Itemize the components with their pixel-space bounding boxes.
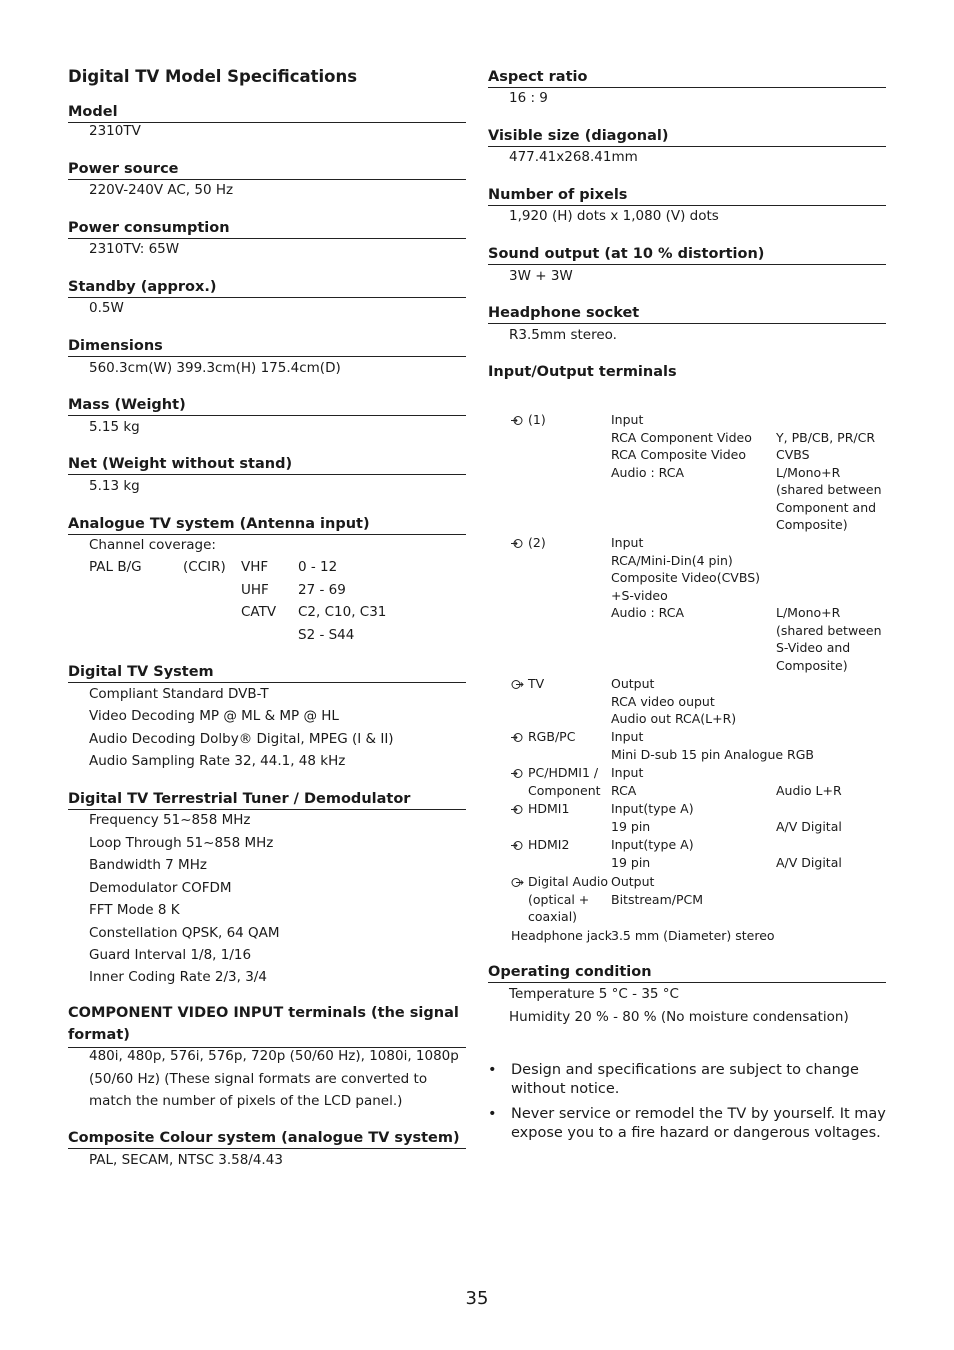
io-description: Bitstream/PCM xyxy=(611,891,704,907)
io-label: Headphone jack xyxy=(511,928,613,943)
input-terminal-icon xyxy=(511,415,524,429)
io-label: (1) xyxy=(528,412,546,427)
input-terminal-icon xyxy=(511,732,524,746)
bullet: • xyxy=(488,1062,497,1078)
io-label: HDMI2 xyxy=(528,837,570,852)
net-weight-value: 5.13 kg xyxy=(89,478,140,494)
dimensions-heading: Dimensions xyxy=(68,338,466,357)
io-label: PC/HDMI1 / xyxy=(528,765,599,780)
tuner-line: Bandwidth 7 MHz xyxy=(89,857,207,873)
io-detail: A/V Digital xyxy=(776,818,842,834)
io-heading: Input/Output terminals xyxy=(488,364,677,380)
power-consumption-heading: Power consumption xyxy=(68,220,466,239)
io-label: Component xyxy=(528,782,601,798)
io-description: Mini D-sub 15 pin Analogue RGB xyxy=(611,746,815,762)
tuner-line: Constellation QPSK, 64 QAM xyxy=(89,925,280,941)
pixels-heading: Number of pixels xyxy=(488,187,886,206)
io-description: RCA Component Video xyxy=(611,429,752,445)
io-description: RCA/Mini-Din(4 pin) xyxy=(611,552,733,568)
io-description: Input(type A) xyxy=(611,801,694,816)
io-detail: Component and xyxy=(776,499,877,515)
visible-size-heading: Visible size (diagonal) xyxy=(488,128,886,147)
io-description: RCA video ouput xyxy=(611,693,715,709)
io-detail: S-Video and xyxy=(776,640,851,655)
bullet: • xyxy=(488,1106,497,1122)
digital-line: Video Decoding MP @ ML & MP @ HL xyxy=(89,708,339,724)
io-detail: Composite) xyxy=(776,517,848,532)
io-description: 3.5 mm (Diameter) stereo xyxy=(611,928,775,943)
visible-size-value: 477.41x268.41mm xyxy=(509,149,638,165)
aspect-value: 16 : 9 xyxy=(509,90,548,106)
input-terminal-icon xyxy=(511,840,524,854)
power-consumption-value: 2310TV: 65W xyxy=(89,241,180,257)
io-description: 19 pin xyxy=(611,854,651,870)
io-description: Audio : RCA xyxy=(611,605,685,620)
analogue-ccir: (CCIR) xyxy=(183,559,226,575)
tuner-line: Demodulator COFDM xyxy=(89,880,232,896)
power-source-value: 220V-240V AC, 50 Hz xyxy=(89,182,234,198)
io-description: +S-video xyxy=(611,587,668,603)
net-weight-heading: Net (Weight without stand) xyxy=(68,456,466,475)
dimensions-value: 560.3cm(W) 399.3cm(H) 175.4cm(D) xyxy=(89,360,341,376)
note-text: Design and specifications are subject to change without notice. xyxy=(511,1062,859,1097)
operating-line: Temperature 5 °C - 35 °C xyxy=(509,986,679,1002)
operating-line: Humidity 20 % - 80 % (No moisture condensation) xyxy=(509,1009,849,1025)
io-description: Input xyxy=(611,535,644,550)
page-title: Digital TV Model Specifications xyxy=(68,67,358,86)
io-label: (optical + xyxy=(528,891,590,907)
io-description: Input xyxy=(611,729,644,744)
model-value: 2310TV xyxy=(89,123,141,139)
io-detail: (shared between xyxy=(776,482,882,497)
band-label: CATV xyxy=(241,604,277,620)
tuner-line: Inner Coding Rate 2/3, 3/4 xyxy=(89,969,267,985)
output-terminal-icon xyxy=(511,877,524,891)
io-label: coaxial) xyxy=(528,909,578,924)
io-description: Audio out RCA(L+R) xyxy=(611,711,737,726)
mass-heading: Mass (Weight) xyxy=(68,397,466,416)
io-description: Audio : RCA xyxy=(611,464,685,480)
io-description: Composite Video(CVBS) xyxy=(611,570,761,585)
operating-heading: Operating condition xyxy=(488,964,886,983)
headphone-heading: Headphone socket xyxy=(488,305,886,324)
note-item xyxy=(488,1061,886,1101)
io-description: 19 pin xyxy=(611,818,651,834)
tuner-line: Guard Interval 1/8, 1/16 xyxy=(89,947,252,963)
io-description: Output xyxy=(611,874,655,889)
io-description: Input xyxy=(611,765,644,780)
io-detail: L/Mono+R xyxy=(776,605,841,620)
note-item xyxy=(488,1105,886,1145)
io-label: (2) xyxy=(528,535,546,550)
digital-system-heading: Digital TV System xyxy=(68,664,466,683)
io-label: RGB/PC xyxy=(528,729,576,744)
io-description: Input(type A) xyxy=(611,837,694,852)
composite-heading: Composite Colour system (analogue TV system) xyxy=(68,1130,466,1149)
model-heading: Model xyxy=(68,104,466,123)
io-detail: A/V Digital xyxy=(776,854,842,870)
digital-line: Compliant Standard DVB-T xyxy=(89,686,269,702)
band-label: UHF xyxy=(241,582,269,598)
note-text: Never service or remodel the TV by yourself. It may expose you to a fire hazard or dangerous voltages. xyxy=(511,1106,886,1141)
io-detail: CVBS xyxy=(776,447,810,462)
digital-line: Audio Sampling Rate 32, 44.1, 48 kHz xyxy=(89,753,346,769)
io-description: RCA Composite Video xyxy=(611,447,747,462)
pixels-value: 1,920 (H) dots x 1,080 (V) dots xyxy=(509,208,719,224)
component-heading-bold: COMPONENT VIDEO INPUT xyxy=(68,1005,284,1021)
io-detail: L/Mono+R xyxy=(776,464,841,480)
aspect-heading: Aspect ratio xyxy=(488,69,886,88)
analogue-system: PAL B/G xyxy=(89,559,142,575)
channel-coverage-label: Channel coverage: xyxy=(89,537,216,553)
band-channels: 0 - 12 xyxy=(298,559,338,575)
io-label: HDMI1 xyxy=(528,801,570,816)
component-text: 480i, 480p, 576i, 576p, 720p (50/60 Hz), 1080i, 1080p (50/60 Hz) (These signal formats are converted to match the number of pixels of the LCD panel.) xyxy=(89,1048,459,1109)
tuner-line: Loop Through 51~858 MHz xyxy=(89,835,274,851)
composite-value: PAL, SECAM, NTSC 3.58/4.43 xyxy=(89,1152,283,1168)
output-terminal-icon xyxy=(511,679,524,693)
band-label: VHF xyxy=(241,559,269,575)
band-channels: S2 - S44 xyxy=(298,627,355,643)
tuner-line: Frequency 51~858 MHz xyxy=(89,812,251,828)
component-heading-rest: terminals (the signal format) xyxy=(68,1005,459,1043)
analogue-heading: Analogue TV system (Antenna input) xyxy=(68,516,466,535)
sound-value: 3W + 3W xyxy=(509,268,573,284)
power-source-heading: Power source xyxy=(68,161,466,180)
band-channels: 27 - 69 xyxy=(298,582,346,598)
headphone-value: R3.5mm stereo. xyxy=(509,327,617,343)
io-detail: Y, PB/CB, PR/CR xyxy=(776,429,876,445)
input-terminal-icon xyxy=(511,804,524,818)
io-label: Digital Audio xyxy=(528,874,609,889)
io-description: Input xyxy=(611,412,644,427)
io-detail: Composite) xyxy=(776,657,848,673)
io-label: TV xyxy=(528,676,545,691)
page-number: 35 xyxy=(465,1288,489,1309)
io-description: Output xyxy=(611,676,655,691)
io-description: RCA xyxy=(611,782,637,798)
sound-heading: Sound output (at 10 % distortion) xyxy=(488,246,886,265)
standby-heading: Standby (approx.) xyxy=(68,279,466,298)
standby-value: 0.5W xyxy=(89,300,124,316)
io-detail: Audio L+R xyxy=(776,782,842,798)
tuner-heading: Digital TV Terrestrial Tuner / Demodulator xyxy=(68,791,466,810)
input-terminal-icon xyxy=(511,538,524,552)
component-heading xyxy=(68,1002,466,1048)
io-detail: (shared between xyxy=(776,622,882,638)
digital-line: Audio Decoding Dolby® Digital, MPEG (I & II) xyxy=(89,731,394,747)
tuner-line: FFT Mode 8 K xyxy=(89,902,180,918)
mass-value: 5.15 kg xyxy=(89,419,140,435)
input-terminal-icon xyxy=(511,768,524,782)
band-channels: C2, C10, C31 xyxy=(298,604,387,620)
